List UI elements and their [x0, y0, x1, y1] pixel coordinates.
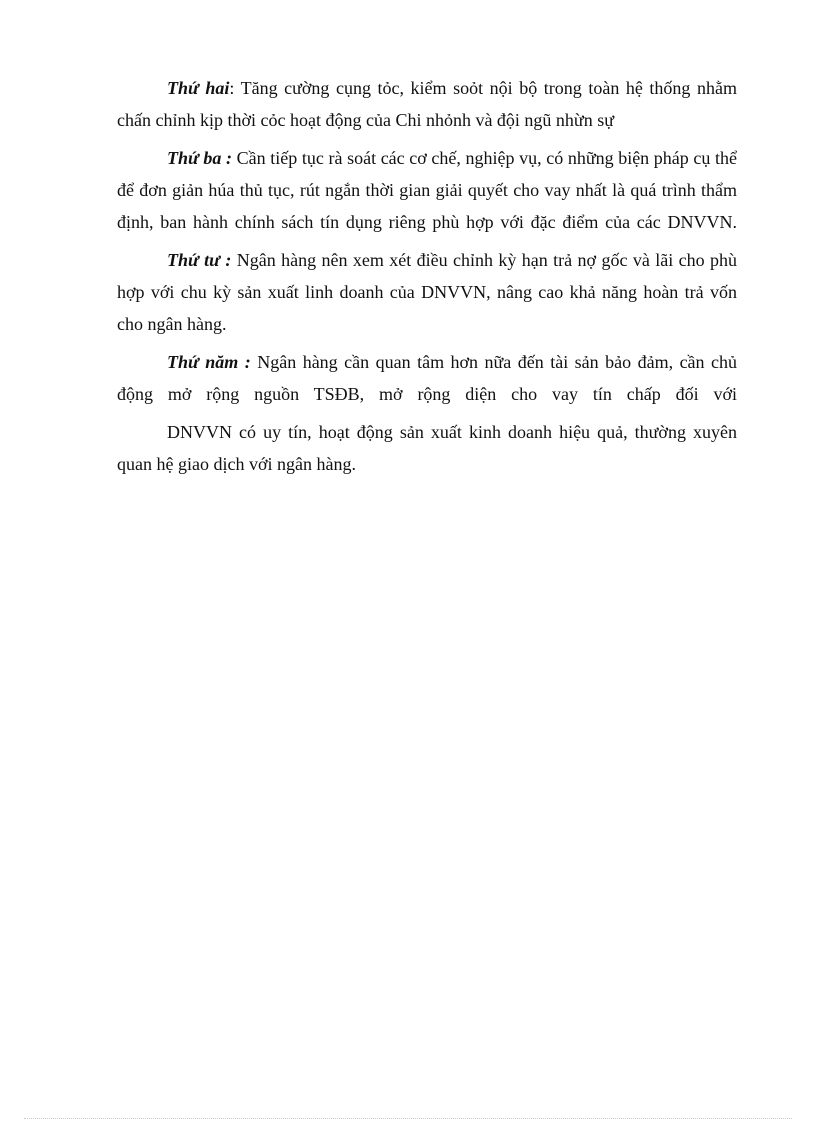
paragraph-thu-hai	[117, 72, 737, 136]
label-separator: :	[229, 78, 241, 98]
document-body	[117, 72, 737, 486]
paragraph-label: Thứ năm :	[167, 352, 251, 372]
paragraph-thu-tu	[117, 244, 737, 340]
paragraph-label: Thứ hai	[167, 78, 230, 98]
paragraph-continuation	[117, 416, 737, 480]
paragraph-label: Thứ tư :	[167, 250, 232, 270]
paragraph-thu-nam	[117, 346, 737, 410]
paragraph-text: Tăng cường cụng tỏc, kiểm soỏt nội bộ trong toàn hệ thống nhằm chấn chỉnh kịp thời cỏc hoạt động của Chi nhỏnh và đội ngũ nhừn sự	[117, 78, 737, 130]
paragraph-text: Cần tiếp tục rà soát các cơ chế, nghiệp vụ, có những biện pháp cụ thể để đơn giản húa thủ tục, rút ngắn thời gian giải quyết cho vay nhất là quá trình thẩm định, ban hành chính sách tín dụng riêng phù hợp với đặc điểm của các DNVVN.	[117, 148, 738, 232]
page-bottom-divider	[24, 1118, 792, 1119]
paragraph-label: Thứ ba :	[167, 148, 233, 168]
paragraph-text: Ngân hàng nên xem xét điều chỉnh kỳ hạn trả nợ gốc và lãi cho phù hợp với chu kỳ sản xuất linh doanh của DNVVN, nâng cao khả năng hoàn trả vốn cho ngân hàng.	[117, 250, 737, 334]
paragraph-text: Ngân hàng cần quan tâm hơn nữa đến tài sản bảo đảm, cần chủ động mở rộng nguồn TSĐB, mở rộng diện cho vay tín chấp đối với	[117, 352, 738, 404]
paragraph-text: DNVVN có uy tín, hoạt động sản xuất kinh doanh hiệu quả, thường xuyên quan hệ giao dịch với ngân hàng.	[117, 422, 737, 474]
paragraph-thu-ba	[117, 142, 737, 238]
